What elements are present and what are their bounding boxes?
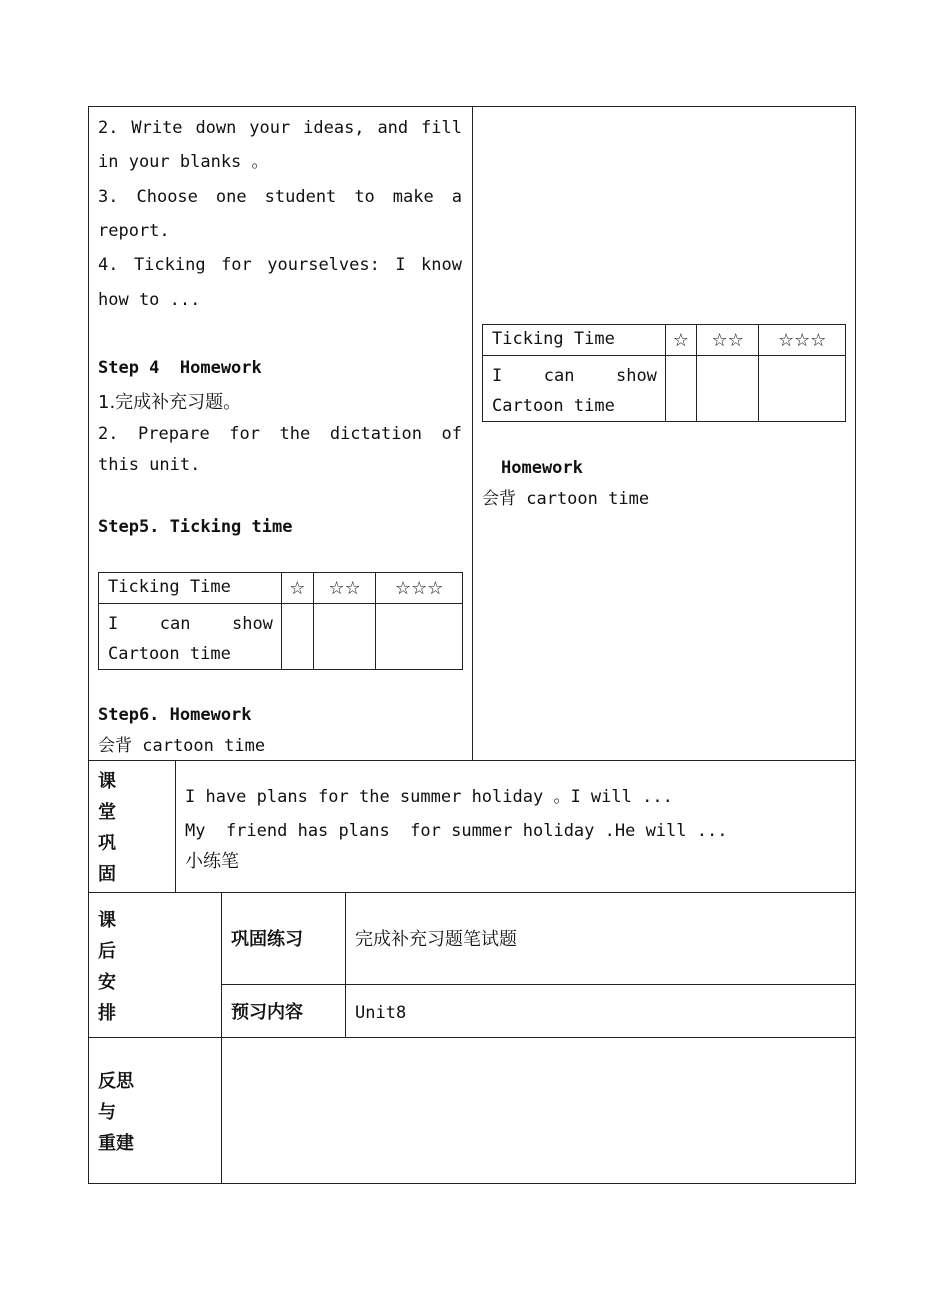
- right-homework-heading: Homework: [501, 458, 583, 478]
- consolidation-label-1: 课: [98, 771, 116, 792]
- step4-item-1: 1.完成补充习题。: [98, 392, 242, 413]
- after-class-inner-divider: [345, 892, 346, 1037]
- step4-heading: Step 4 Homework: [98, 358, 262, 378]
- after-class-label-3: 安: [98, 972, 116, 993]
- star-two-icon: ☆☆: [696, 325, 759, 356]
- consolidation-label-4: 固: [98, 864, 116, 885]
- reflection-label-1: 反思: [98, 1071, 134, 1092]
- after-class-label-1: 课: [98, 910, 116, 931]
- ticking-row-text-b: Cartoon time: [108, 644, 231, 664]
- step-line-2b: in your blanks 。: [98, 152, 269, 172]
- step-line-4a: 4. Ticking for yourselves: I know: [98, 255, 462, 275]
- ticking-cell-1: [281, 604, 313, 670]
- step-line-4b: how to ...: [98, 290, 201, 310]
- row-divider-2: [89, 892, 855, 893]
- consolidation-label-divider: [175, 760, 176, 892]
- ticking-table-left: [98, 572, 463, 670]
- practice-label: 巩固练习: [231, 929, 303, 950]
- column-divider: [472, 107, 473, 760]
- star-two-icon: ☆☆: [313, 573, 376, 604]
- after-class-label-2: 后: [98, 941, 116, 962]
- star-one-icon: ☆: [281, 573, 313, 604]
- star-three-icon: ☆☆☆: [759, 325, 846, 356]
- preview-value: Unit8: [355, 1003, 407, 1023]
- right-homework-text: 会背 cartoon time: [482, 489, 650, 509]
- consolidation-line-3: 小练笔: [185, 851, 239, 872]
- ticking-row-label: [99, 604, 282, 670]
- step-line-3b: report.: [98, 221, 170, 241]
- row-divider-3: [221, 984, 855, 985]
- step5-heading: Step5. Ticking time: [98, 517, 293, 537]
- step6-heading: Step6. Homework: [98, 705, 252, 725]
- ticking-cell-2: [696, 356, 759, 422]
- ticking-cell-3: [759, 356, 846, 422]
- star-one-icon: ☆: [665, 325, 696, 356]
- practice-value: 完成补充习题笔试题: [355, 929, 517, 950]
- consolidation-line-1: I have plans for the summer holiday 。I will ...: [185, 787, 673, 807]
- step-line-2a: 2. Write down your ideas, and fill: [98, 118, 462, 138]
- reflection-label-3: 重建: [98, 1133, 134, 1154]
- ticking-row-text-a: I can show: [492, 366, 657, 386]
- step-line-3a: 3. Choose one student to make a: [98, 187, 462, 207]
- consolidation-label-3: 巩: [98, 833, 116, 854]
- step4-item-2a: 2. Prepare for the dictation of: [98, 424, 462, 444]
- ticking-table-right: [482, 324, 846, 422]
- reflection-label-2: 与: [98, 1102, 116, 1123]
- consolidation-label-2: 堂: [98, 802, 116, 823]
- after-class-label-4: 排: [98, 1003, 116, 1024]
- ticking-cell-3: [376, 604, 463, 670]
- preview-label: 预习内容: [231, 1002, 303, 1023]
- step4-item-2b: this unit.: [98, 455, 201, 475]
- reflection-content: [222, 1038, 855, 1183]
- ticking-row-text-a: I can show: [108, 614, 273, 634]
- ticking-cell-1: [665, 356, 696, 422]
- consolidation-line-2: My friend has plans for summer holiday .He will ...: [185, 821, 728, 841]
- star-three-icon: ☆☆☆: [376, 573, 463, 604]
- lesson-plan-table: [88, 106, 856, 1184]
- row-divider-1: [89, 760, 855, 761]
- ticking-cell-2: [313, 604, 376, 670]
- step6-text: 会背 cartoon time: [98, 736, 266, 756]
- ticking-row-label: [483, 356, 666, 422]
- ticking-row-text-b: Cartoon time: [492, 396, 615, 416]
- ticking-header: Ticking Time: [99, 573, 282, 604]
- ticking-header: Ticking Time: [483, 325, 666, 356]
